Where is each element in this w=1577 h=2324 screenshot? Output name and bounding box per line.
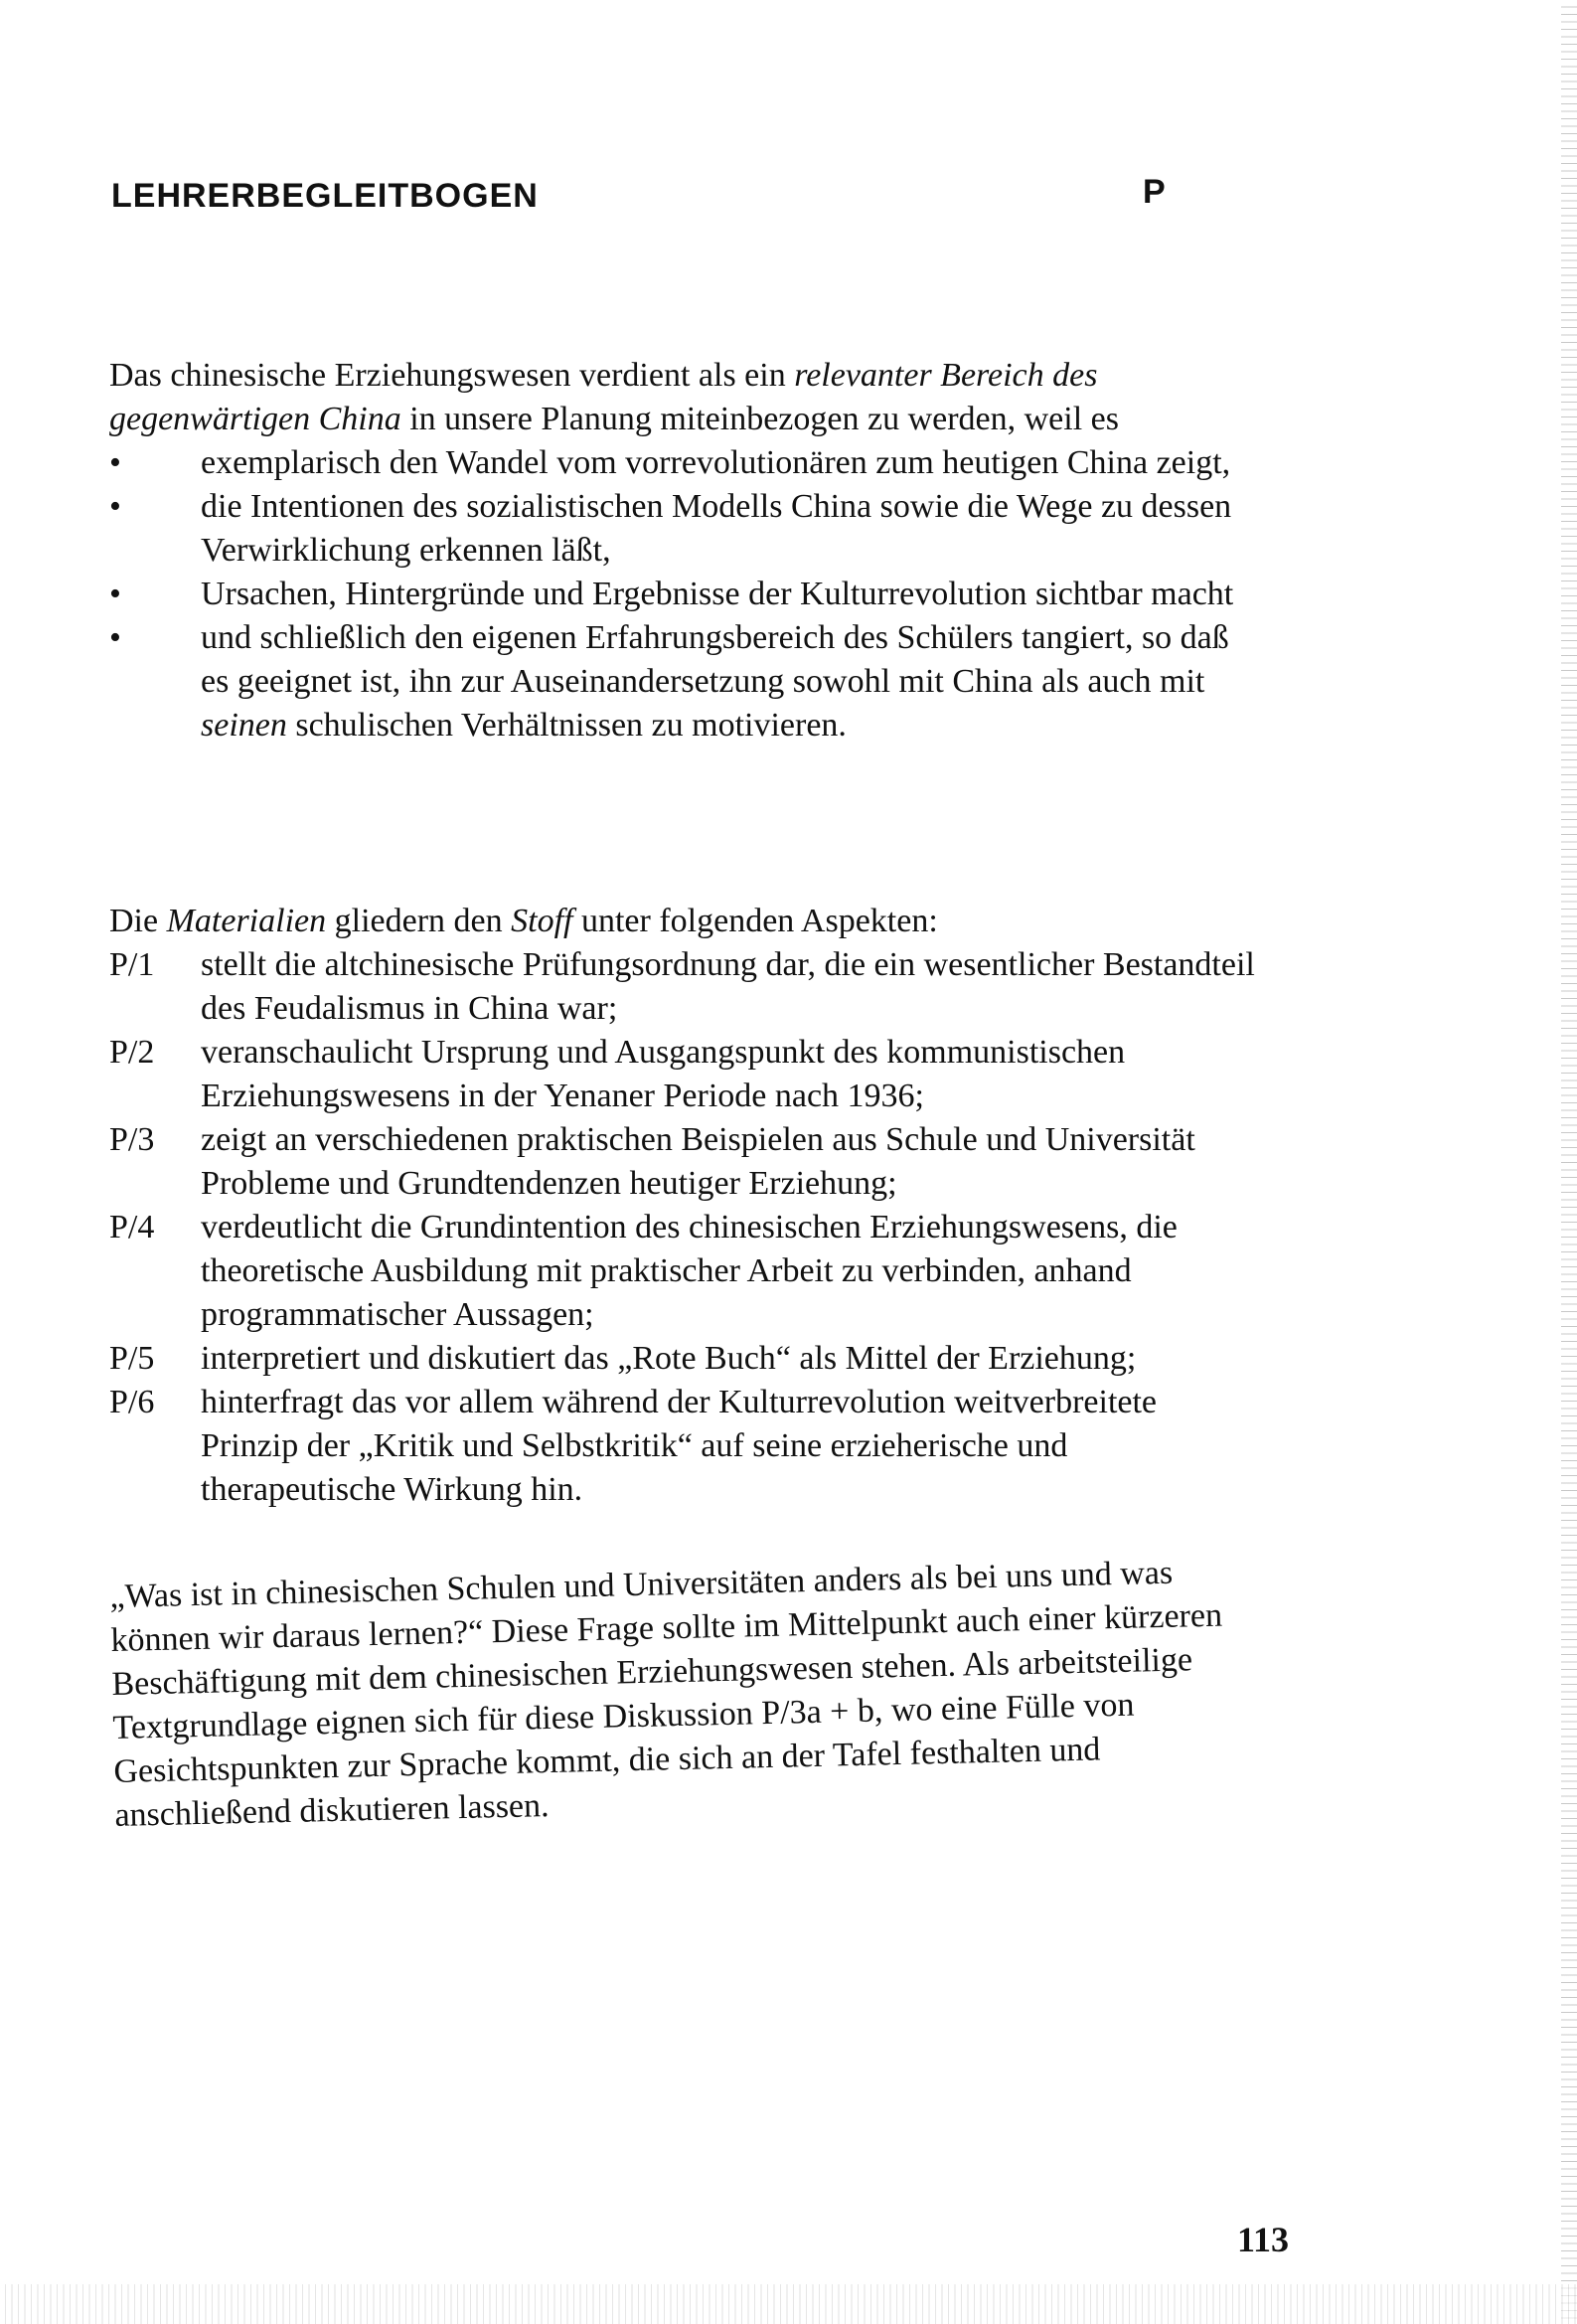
material-item xyxy=(109,1381,1262,1512)
bullet-marker: • xyxy=(109,444,121,481)
intro-lead xyxy=(109,354,1262,441)
material-description: hinterfragt das vor allem während der Kulturrevolution weitverbreitete Prinzip der „Kritik und Selbstkritik“ auf seine erzieherische und therapeutische Wirkung hin. xyxy=(201,1384,1158,1508)
material-description: zeigt an verschiedenen praktischen Beispielen aus Schule und Universität Probleme und Grundtendenzen heutiger Erziehung; xyxy=(201,1121,1195,1202)
intro-lead-text: Das chinesische Erziehungswesen verdient als ein xyxy=(109,357,795,394)
bullet-item xyxy=(109,485,1262,573)
materials-lead-text: Die xyxy=(109,903,167,939)
materials-section xyxy=(109,900,1262,1512)
stoff-emphasis: Stoff xyxy=(511,903,573,939)
materials-lead-text-end: unter folgenden Aspekten: xyxy=(572,903,938,939)
scan-bottom-artifact xyxy=(0,2284,1577,2324)
intro-bullet-list xyxy=(109,441,1262,747)
bullet-text-part: und schließlich den eigenen Erfahrungsbereich des Schülers tangiert, so daß es geeignet ist, ihn zur Auseinandersetzung sowohl mit China als auch mit xyxy=(201,619,1229,700)
materials-lead-text-mid: gliedern den xyxy=(326,903,512,939)
material-code: P/5 xyxy=(109,1340,155,1377)
material-description: stellt die altchinesische Prüfungsordnung dar, die ein wesentlicher Bestandteil des Feudalismus in China war; xyxy=(201,946,1255,1027)
bullet-marker: • xyxy=(109,619,121,656)
closing-text: „Was ist in chinesischen Schulen und Universitäten anders als bei uns und was können wir daraus lernen?“ Diese Frage sollte im Mittelpunkt auch einer kürzeren Beschäftigung mit dem chinesischen Erziehungswesen stehen. Als arbeitsteilige Textgrundlage eignen sich für diese Diskussion P/3a + b, wo eine Fülle von Gesichtspunkten zur Sprache kommt, die sich an der Tafel festhalten und anschließend diskutieren lassen. xyxy=(109,1554,1223,1834)
material-description: verdeutlicht die Grundintention des chinesischen Erziehungswesens, die theoretische Ausbildung mit praktischer Arbeit zu verbinden, anhand programmatischer Aussagen; xyxy=(201,1209,1178,1333)
material-description: veranschaulicht Ursprung und Ausgangspunkt des kommunistischen Erziehungswesens in der Yenaner Periode nach 1936; xyxy=(201,1034,1126,1114)
bullet-text: Ursachen, Hintergründe und Ergebnisse der Kulturrevolution sichtbar macht xyxy=(201,576,1234,612)
intro-lead-emphasis: relevanter Bereich des gegenwärtigen China xyxy=(109,357,1098,437)
bullet-marker: • xyxy=(109,576,121,612)
bullet-text: exemplarisch den Wandel vom vorrevolutionären zum heutigen China zeigt, xyxy=(201,444,1231,481)
bullet-item xyxy=(109,573,1262,616)
scan-edge-artifact xyxy=(1561,0,1577,2324)
material-code: P/1 xyxy=(109,946,155,983)
intro-lead-text-end: in unsere Planung miteinbezogen zu werden, weil es xyxy=(400,401,1119,437)
closing-paragraph xyxy=(109,1550,1268,1838)
material-code: P/2 xyxy=(109,1034,155,1071)
materials-lead xyxy=(109,900,1262,943)
intro-section xyxy=(109,354,1262,747)
material-code: P/4 xyxy=(109,1209,155,1245)
material-item xyxy=(109,1337,1262,1381)
page-title: LEHRERBEGLEITBOGEN xyxy=(111,177,539,215)
materials-emphasis: Materialien xyxy=(166,903,327,939)
bullet-marker: • xyxy=(109,488,121,525)
material-item xyxy=(109,1118,1262,1206)
bullet-item xyxy=(109,441,1262,485)
bullet-item xyxy=(109,616,1262,747)
section-letter: P xyxy=(1143,173,1166,211)
material-description: interpretiert und diskutiert das „Rote Buch“ als Mittel der Erziehung; xyxy=(201,1340,1137,1377)
material-item xyxy=(109,1206,1262,1337)
material-item xyxy=(109,1031,1262,1118)
materials-list xyxy=(109,943,1262,1512)
bullet-text xyxy=(201,619,1229,744)
bullet-text-emphasis: seinen xyxy=(201,707,287,744)
page-number: 113 xyxy=(1237,2220,1290,2259)
material-code: P/6 xyxy=(109,1384,155,1420)
material-code: P/3 xyxy=(109,1121,155,1158)
material-item xyxy=(109,943,1262,1031)
bullet-text-part-end: schulischen Verhältnissen zu motivieren. xyxy=(286,707,847,744)
bullet-text: die Intentionen des sozialistischen Modells China sowie die Wege zu dessen Verwirklichung erkennen läßt, xyxy=(201,488,1232,569)
